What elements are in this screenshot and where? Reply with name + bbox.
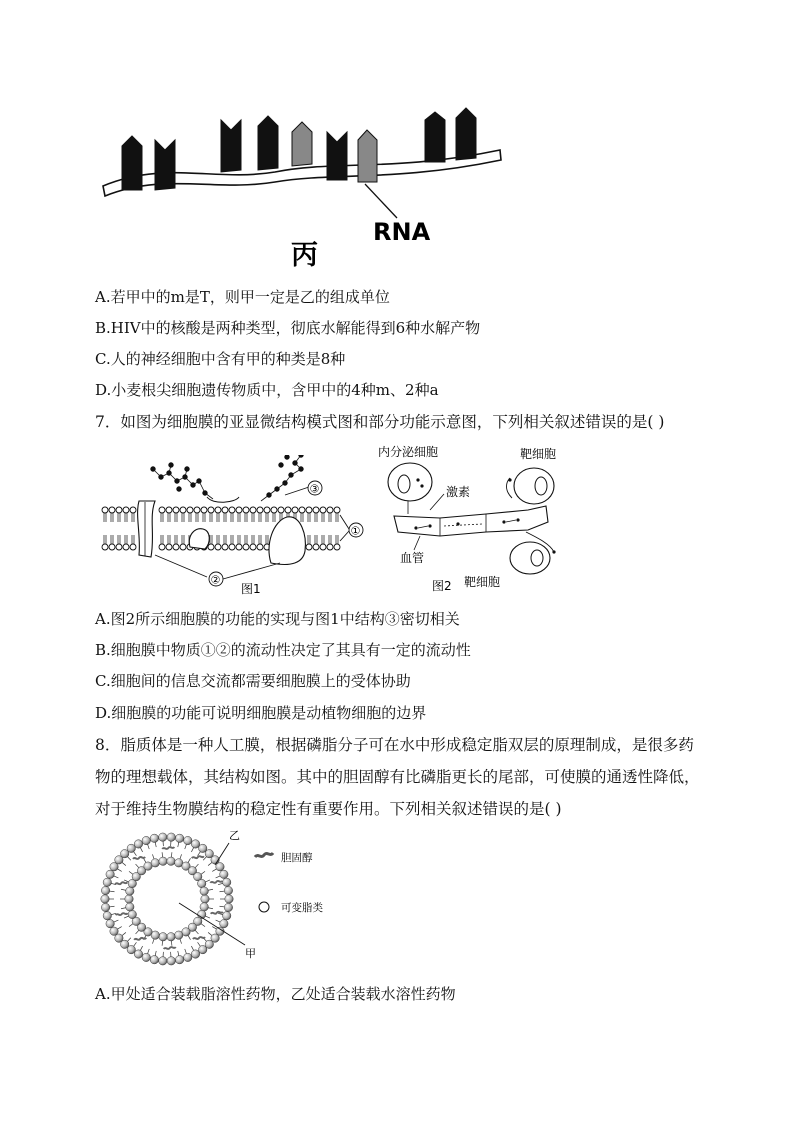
variable-lipid-icon <box>259 902 269 912</box>
fig1-label-1: ① <box>350 524 361 538</box>
membrane-figure-1 <box>95 455 385 595</box>
lipid-head <box>151 859 159 867</box>
base-1 <box>122 136 142 190</box>
lipid-head <box>159 957 167 965</box>
cholesterol-molecule <box>116 913 128 915</box>
lipid-head <box>106 870 114 878</box>
lipid-head <box>198 879 206 887</box>
target-cell-bottom <box>510 542 550 574</box>
legend-lipid: 可变脂类 <box>281 902 323 914</box>
base-9 <box>456 108 476 160</box>
lipid-head <box>134 840 142 848</box>
lipid-head <box>106 920 114 928</box>
base-8 <box>425 112 445 162</box>
lipid-head <box>184 836 192 844</box>
cholesterol-molecule <box>115 882 127 884</box>
cholesterol-molecule <box>192 856 204 858</box>
transmembrane-protein <box>138 501 155 557</box>
q7-option-b: B.细胞膜中物质①②的流动性决定了其具有一定的流动性 <box>95 641 471 659</box>
lipid-head <box>200 887 208 895</box>
lipid-head <box>150 834 158 842</box>
base-7 <box>358 130 377 182</box>
lipid-head <box>167 957 175 965</box>
lipid-head <box>225 895 233 903</box>
lipid-head <box>101 886 109 894</box>
fig1-label-2: ② <box>210 573 221 587</box>
lipid-head <box>167 833 175 841</box>
legend-cholesterol: 胆固醇 <box>281 852 313 864</box>
rna-figure <box>95 98 515 278</box>
cholesterol-molecule <box>210 881 222 883</box>
lipid-head <box>128 910 136 918</box>
lipid-head <box>201 895 209 903</box>
fig2-caption: 图2 <box>432 579 452 593</box>
lipid-head <box>127 844 135 852</box>
cholesterol-molecule <box>193 937 205 939</box>
cholesterol-molecule <box>162 847 174 849</box>
fig2-vessel-label: 血管 <box>400 551 425 565</box>
glycocalyx-left <box>151 463 213 499</box>
rna-pointer-line <box>365 184 397 218</box>
lipid-head <box>175 834 183 842</box>
lipid-head <box>126 887 134 895</box>
lipid-head <box>200 903 208 911</box>
cholesterol-molecule <box>211 912 223 914</box>
lipid-head <box>199 945 207 953</box>
target-cell-top <box>514 468 554 504</box>
cholesterol-icon <box>255 853 273 857</box>
lipid-head <box>150 956 158 964</box>
q8-option-a: A.甲处适合装载脂溶性药物，乙处适合装载水溶性药物 <box>95 985 456 1003</box>
lipid-head <box>220 870 228 878</box>
lipid-head <box>184 953 192 961</box>
lipid-head <box>125 895 133 903</box>
q7-stem: 7．如图为细胞膜的亚显微结构模式图和部分功能示意图，下列相关叙述错误的是( ) <box>95 413 665 431</box>
q6-option-d: D.小麦根尖细胞遗传物质中，含甲中的4种m、2种a <box>95 381 439 399</box>
q7-option-a: A.图2所示细胞膜的功能的实现与图1中结构③密切相关 <box>95 610 460 628</box>
lipid-head <box>216 863 224 871</box>
fig2-target-bottom-label: 靶细胞 <box>464 575 501 589</box>
liposome-label-yi: 乙 <box>229 829 240 842</box>
cholesterol-molecule <box>134 938 146 940</box>
figure-caption-bing: 丙 <box>291 240 318 271</box>
q7-option-d: D.细胞膜的功能可说明细胞膜是动植物细胞的边界 <box>95 704 427 722</box>
q8-stem: 8．脂质体是一种人工膜，根据磷脂分子可在水中形成稳定脂双层的原理制成，是很多药物的理想载体，其结构如图。其中的胆固醇有比磷脂更长的尾部，可使膜的通透性降低，对于维持生物膜结构的稳定性有重要作用。下列相关叙述错误的是( ) <box>95 736 700 818</box>
lipid-head <box>101 895 109 903</box>
liposome-figure <box>95 825 375 975</box>
liposome-bilayer <box>101 833 233 965</box>
lipid-head <box>175 956 183 964</box>
lipid-head <box>167 933 175 941</box>
lipid-head <box>220 920 228 928</box>
q6-option-a: A.若甲中的m是T，则甲一定是乙的组成单位 <box>95 288 390 306</box>
fig1-label-3: ③ <box>309 482 320 496</box>
fig1-caption: 图1 <box>241 582 261 595</box>
lipid-head <box>175 931 183 939</box>
lipid-head <box>134 950 142 958</box>
lipid-head <box>101 903 109 911</box>
cholesterol-molecule <box>133 857 145 859</box>
base-6 <box>327 132 347 180</box>
lipid-head <box>191 840 199 848</box>
base-3 <box>221 120 241 172</box>
lipid-head <box>159 933 167 941</box>
lipid-head <box>159 857 167 865</box>
embedded-protein-small <box>189 529 209 549</box>
base-4 <box>258 116 278 170</box>
lipid-head <box>191 950 199 958</box>
lipid-head <box>142 953 150 961</box>
lipid-head <box>167 857 175 865</box>
fig2-target-top-label: 靶细胞 <box>520 447 557 461</box>
hormone-figure-2 <box>378 440 578 600</box>
q6-option-b: B.HIV中的核酸是两种类型，彻底水解能得到6种水解产物 <box>95 319 481 337</box>
lipid-head <box>142 836 150 844</box>
rna-label: RNA <box>373 218 431 246</box>
lipid-head <box>223 878 231 886</box>
cholesterol-molecule <box>164 947 176 949</box>
blood-vessel <box>394 506 548 536</box>
lipid-head <box>110 927 118 935</box>
lipid-head <box>103 878 111 886</box>
lipid-head <box>223 912 231 920</box>
lipid-head <box>224 886 232 894</box>
fig2-endocrine-label: 内分泌细胞 <box>378 445 439 459</box>
lipid-head <box>103 912 111 920</box>
lipid-head <box>126 903 134 911</box>
base-5 <box>292 122 312 166</box>
fig2-hormone-label: 激素 <box>446 485 471 499</box>
glycocalyx-right <box>261 455 303 501</box>
base-2 <box>155 140 175 190</box>
q6-option-c: C.人的神经细胞中含有甲的种类是8种 <box>95 350 346 368</box>
lipid-head <box>159 833 167 841</box>
q7-option-c: C.细胞间的信息交流都需要细胞膜上的受体协助 <box>95 672 411 690</box>
liposome-label-jia: 甲 <box>245 947 256 960</box>
lipid-head <box>224 903 232 911</box>
embedded-protein-large <box>269 517 305 565</box>
